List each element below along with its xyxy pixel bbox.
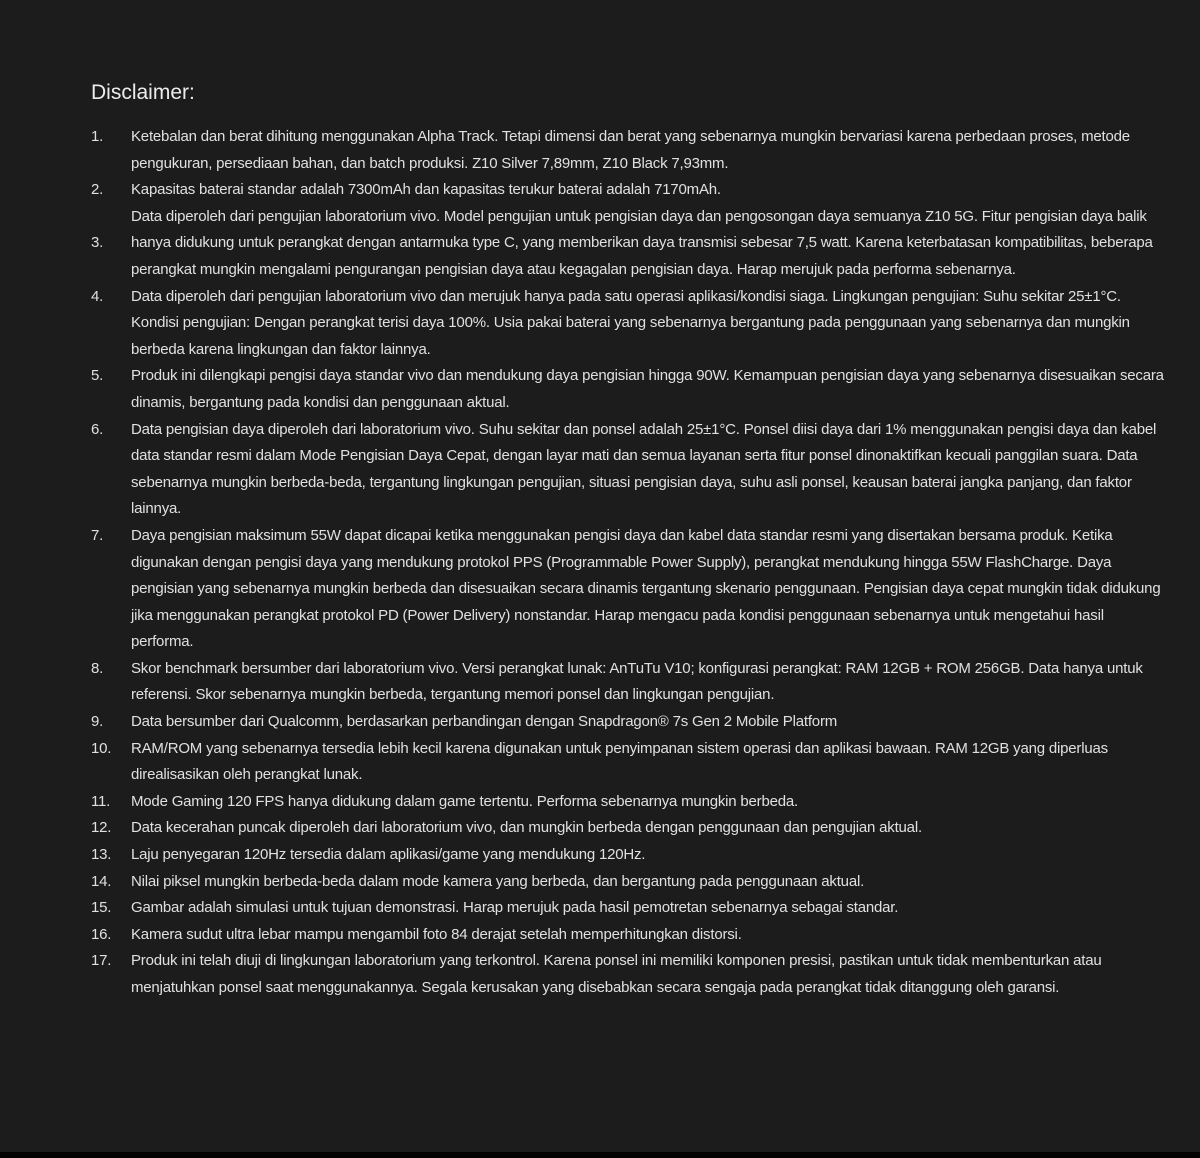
disclaimer-item [91, 736, 1166, 789]
disclaimer-item [91, 523, 1166, 656]
item-number: 12. [91, 819, 112, 837]
disclaimer-item [91, 895, 1166, 922]
item-number: 3. [91, 234, 104, 252]
bottom-edge-strip [0, 1152, 1200, 1158]
item-text: Data diperoleh dari pengujian laboratorium vivo dan merujuk hanya pada satu operasi aplikasi/kondisi siaga. Lingkungan pengujian: Suhu sekitar 25±1°C. Kondisi pengujian: Dengan perangkat terisi daya 100%. Usia pakai baterai yang sebenarnya bergantung pada penggunaan yang sebenarnya dan mungkin berbeda karena lingkungan dan faktor lainnya. [131, 287, 1130, 358]
item-text: Data kecerahan puncak diperoleh dari laboratorium vivo, dan mungkin berbeda dengan penggunaan dan pengujian aktual. [131, 819, 922, 837]
disclaimer-item [91, 177, 1166, 204]
item-number: 13. [91, 846, 112, 864]
item-text: Laju penyegaran 120Hz tersedia dalam aplikasi/game yang mendukung 120Hz. [131, 846, 646, 864]
item-text: Nilai piksel mungkin berbeda-beda dalam mode kamera yang berbeda, dan bergantung pada penggunaan aktual. [131, 872, 865, 890]
item-number: 14. [91, 872, 112, 890]
item-number: 5. [91, 367, 104, 385]
item-text: Gambar adalah simulasi untuk tujuan demonstrasi. Harap merujuk pada hasil pemotretan sebenarnya sebagai standar. [131, 899, 899, 917]
item-number: 16. [91, 925, 112, 943]
disclaimer-item [91, 656, 1166, 709]
item-text: Kamera sudut ultra lebar mampu mengambil foto 84 derajat setelah memperhitungkan distorsi. [131, 925, 742, 943]
disclaimer-list [91, 124, 1166, 1002]
disclaimer-item [91, 363, 1166, 416]
item-text: Daya pengisian maksimum 55W dapat dicapai ketika menggunakan pengisi daya dan kabel data standar resmi yang disertakan bersama produk. Ketika digunakan dengan pengisi daya yang mendukung protokol PPS (Programmable Power Supply), perangkat mendukung hingga 55W FlashCharge. Daya pengisian yang sebenarnya mungkin berbeda dan disesuaikan secara dinamis tergantung skenario penggunaan. Pengisian daya cepat mungkin tidak didukung jika menggunakan perangkat protokol PD (Power Delivery) nonstandar. Harap mengacu pada kondisi penggunaan sebenarnya untuk mengetahui hasil performa. [131, 526, 1161, 651]
disclaimer-item [91, 922, 1166, 949]
item-number: 2. [91, 181, 104, 199]
item-text: Data diperoleh dari pengujian laboratorium vivo. Model pengujian untuk pengisian daya dan pengosongan daya semuanya Z10 5G. Fitur pengisian daya balik hanya didukung untuk perangkat dengan antarmuka type C, yang memberikan daya transmisi sebesar 7,5 watt. Karena keterbatasan kompatibilitas, beberapa perangkat mungkin mengalami pengurangan pengisian daya atau kegagalan pengisian daya. Harap merujuk pada performa sebenarnya. [131, 207, 1153, 278]
item-number: 6. [91, 420, 104, 438]
disclaimer-item [91, 709, 1166, 736]
item-number: 11. [91, 792, 111, 810]
item-number: 17. [91, 952, 112, 970]
disclaimer-item [91, 842, 1166, 869]
item-number: 10. [91, 739, 112, 757]
item-number: 7. [91, 526, 104, 544]
item-text: RAM/ROM yang sebenarnya tersedia lebih kecil karena digunakan untuk penyimpanan sistem operasi dan aplikasi bawaan. RAM 12GB yang diperluas direalisasikan oleh perangkat lunak. [131, 739, 1108, 784]
item-number: 8. [91, 659, 104, 677]
disclaimer-item [91, 948, 1166, 1001]
item-number: 15. [91, 899, 112, 917]
disclaimer-item [91, 204, 1166, 284]
disclaimer-title: Disclaimer: [91, 81, 195, 104]
item-text: Data pengisian daya diperoleh dari laboratorium vivo. Suhu sekitar dan ponsel adalah 25±1°C. Ponsel diisi daya dari 1% menggunakan pengisi daya dan kabel data standar resmi dalam Mode Pengisian Daya Cepat, dengan layar mati dan semua layanan serta fitur ponsel dinonaktifkan kecuali panggilan suara. Data sebenarnya mungkin berbeda-beda, tergantung lingkungan pengujian, situasi pengisian daya, suhu asli ponsel, keausan baterai jangka panjang, dan faktor lainnya. [131, 420, 1157, 518]
disclaimer-item [91, 869, 1166, 896]
item-text: Ketebalan dan berat dihitung menggunakan Alpha Track. Tetapi dimensi dan berat yang sebenarnya mungkin bervariasi karena perbedaan proses, metode pengukuran, persediaan bahan, dan batch produksi. Z10 Silver 7,89mm, Z10 Black 7,93mm. [131, 128, 1130, 172]
disclaimer-item [91, 124, 1166, 177]
item-text: Mode Gaming 120 FPS hanya didukung dalam game tertentu. Performa sebenarnya mungkin berbeda. [131, 792, 799, 810]
item-number: 1. [91, 128, 104, 145]
item-text: Produk ini telah diuji di lingkungan laboratorium yang terkontrol. Karena ponsel ini memiliki komponen presisi, pastikan untuk tidak membenturkan atau menjatuhkan ponsel saat menggunakannya. Segala kerusakan yang disebabkan secara sengaja pada perangkat tidak ditanggung oleh garansi. [131, 952, 1102, 996]
item-text: Kapasitas baterai standar adalah 7300mAh dan kapasitas terukur baterai adalah 7170mAh. [131, 181, 721, 199]
disclaimer-item [91, 284, 1166, 364]
item-text: Data bersumber dari Qualcomm, berdasarkan perbandingan dengan Snapdragon® 7s Gen 2 Mobile Platform [131, 713, 838, 731]
item-text: Produk ini dilengkapi pengisi daya standar vivo dan mendukung daya pengisian hingga 90W. Kemampuan pengisian daya yang sebenarnya disesuaikan secara dinamis, bergantung pada kondisi dan penggunaan aktual. [131, 367, 1164, 411]
item-text: Skor benchmark bersumber dari laboratorium vivo. Versi perangkat lunak: AnTuTu V10; konfigurasi perangkat: RAM 12GB + ROM 256GB. Data hanya untuk referensi. Skor sebenarnya mungkin berbeda, tergantung memori ponsel dan lingkungan pengujian. [131, 659, 1143, 704]
item-number: 4. [91, 287, 104, 305]
disclaimer-item [91, 815, 1166, 842]
item-number: 9. [91, 713, 104, 731]
disclaimer-item [91, 417, 1166, 523]
disclaimer-item [91, 789, 1166, 816]
